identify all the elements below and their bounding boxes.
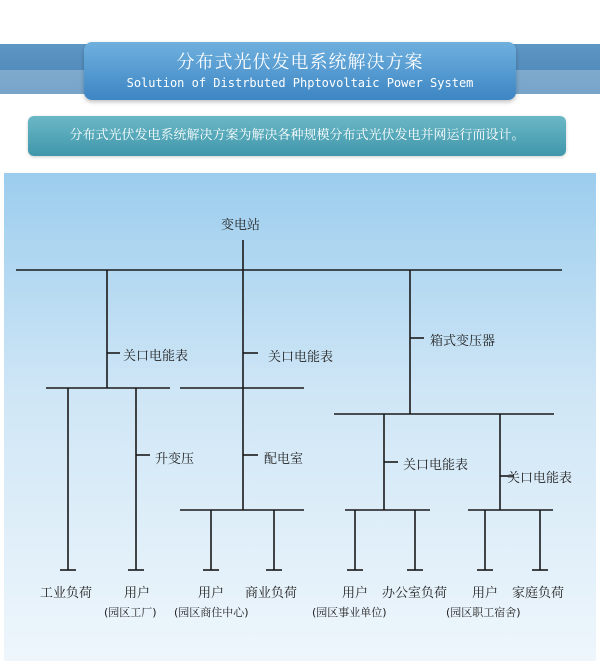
meter-label-3: 关口电能表 (403, 458, 469, 473)
meter-label-1: 关口电能表 (123, 349, 189, 364)
office-load-label: 办公室负荷 (382, 586, 448, 601)
household-load-label: 家庭负荷 (512, 586, 565, 601)
commercial-load-label: 商业负荷 (245, 586, 298, 601)
transformer-box-label: 箱式变压器 (430, 334, 496, 349)
user-label-1: 用户 (124, 586, 151, 601)
caption-factory: (园区工厂) (104, 606, 157, 619)
intro-banner: 分布式光伏发电系统解决方案为解决各种规模分布式光伏发电并网运行而设计。 (28, 116, 566, 156)
title-english: Solution of Distrbuted Phptovoltaic Power System (126, 76, 474, 90)
step-up-label: 升变压 (155, 452, 195, 467)
caption-dormitory: (园区职工宿舍) (446, 606, 521, 619)
user-label-3: 用户 (342, 586, 369, 601)
substation-label: 变电站 (221, 218, 261, 233)
user-label-4: 用户 (472, 586, 499, 601)
caption-commercial-center: (园区商住中心) (174, 606, 249, 619)
caption-institution: (园区事业单位) (312, 606, 387, 619)
industrial-load-label: 工业负荷 (40, 586, 93, 601)
distribution-room-label: 配电室 (264, 452, 304, 467)
meter-label-4: 关口电能表 (507, 471, 573, 486)
title-chinese: 分布式光伏发电系统解决方案 (176, 52, 424, 73)
user-label-2: 用户 (198, 586, 225, 601)
meter-label-2: 关口电能表 (268, 350, 334, 365)
